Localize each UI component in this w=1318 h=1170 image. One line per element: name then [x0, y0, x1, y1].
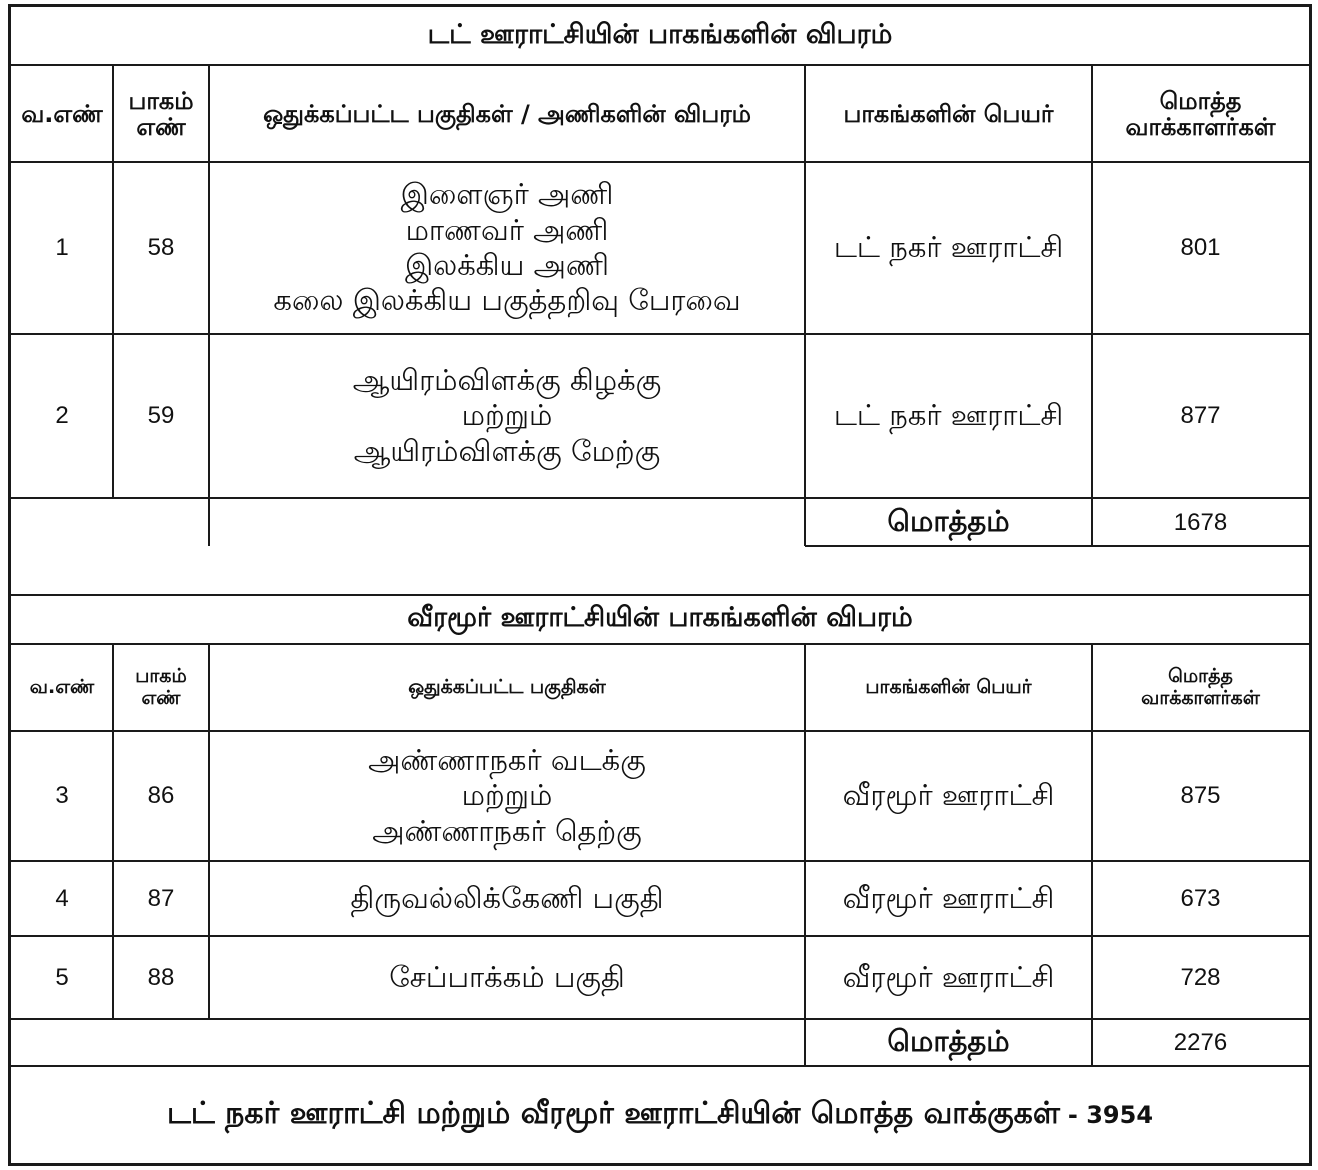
table-cell-areas	[209, 732, 805, 860]
area-line: இளைஞர் அணி	[400, 177, 614, 212]
divider	[112, 64, 114, 497]
table-cell-part-name: வீரமூர் ஊராட்சி	[842, 959, 1055, 994]
table-cell-sno: 5	[55, 963, 69, 991]
grand-total	[11, 1067, 1309, 1163]
table-cell-areas	[209, 163, 805, 333]
divider	[805, 545, 1309, 547]
table-cell-sno: 4	[55, 884, 69, 912]
table-cell-sno: 2	[55, 402, 69, 429]
s2-header-voters-line2: வாக்காளர்கள்	[1141, 686, 1260, 709]
table-cell-part-name: டட் நகர் ஊராட்சி	[833, 230, 1064, 265]
grand-total-label: டட் நகர் ஊராட்சி மற்றும் வீரமூர் ஊராட்சியின் மொத்த வாக்குகள்	[166, 1095, 1060, 1131]
table-cell-part-name: வீரமூர் ஊராட்சி	[842, 880, 1055, 915]
divider	[112, 643, 114, 1018]
area-line: மற்றும்	[461, 778, 553, 813]
table-cell-voters: 877	[1180, 402, 1221, 429]
table-cell-part-no: 59	[147, 402, 175, 429]
s2-header-part-name: பாகங்களின் பெயர்	[865, 675, 1032, 698]
table-cell-voters: 673	[1180, 884, 1221, 912]
s1-header-part-no-line2: எண்	[136, 113, 186, 141]
section1-title: டட் ஊராட்சியின் பாகங்களின் விபரம்	[427, 18, 893, 50]
area-line: ஆயிரம்விளக்கு கிழக்கு	[352, 362, 662, 397]
table-cell-voters: 875	[1180, 782, 1221, 809]
table-cell-part-name: டட் நகர் ஊராட்சி	[833, 398, 1064, 433]
area-line: மற்றும்	[461, 398, 553, 433]
s2-total-value: 2276	[1173, 1028, 1228, 1056]
s2-header-part-no-line2: எண்	[141, 686, 181, 709]
table-cell-part-no: 86	[147, 782, 175, 809]
s2-header-part-no	[113, 645, 209, 730]
s1-header-part-no	[113, 66, 209, 162]
divider	[804, 64, 806, 546]
area-line: ஆயிரம்விளக்கு மேற்கு	[353, 433, 661, 468]
area-line: இலக்கிய அணி	[404, 248, 610, 282]
table-cell-areas	[209, 862, 805, 935]
divider	[208, 64, 210, 546]
area-line: மாணவர் அணி	[405, 212, 609, 247]
s2-header-areas: ஒதுக்கப்பட்ட பகுதிகள்	[408, 675, 606, 698]
table-cell-part-no: 58	[147, 234, 175, 261]
area-line: அண்ணாநகர் தெற்கு	[372, 813, 642, 848]
table-cell-part-no: 87	[147, 884, 175, 912]
divider	[804, 643, 806, 1066]
area-line: கலை இலக்கிய பகுத்தறிவு பேரவை	[273, 283, 741, 318]
table-cell-sno: 1	[55, 234, 69, 261]
table-cell-voters: 728	[1180, 963, 1221, 991]
area-line: திருவல்லிக்கேணி பகுதி	[350, 880, 664, 915]
divider	[208, 643, 210, 1018]
s1-header-voters	[1092, 66, 1309, 162]
area-line: சேப்பாக்கம் பகுதி	[389, 959, 625, 994]
table-cell-areas	[209, 937, 805, 1018]
s1-total-value: 1678	[1173, 508, 1228, 536]
s1-total-label: மொத்தம்	[887, 503, 1010, 538]
s2-header-voters-line1: மொத்த	[1168, 664, 1233, 687]
table-cell-sno: 3	[55, 782, 69, 809]
area-line: அண்ணாநகர் வடக்கு	[368, 742, 646, 777]
s1-header-voters-line2: வாக்காளர்கள்	[1125, 113, 1276, 141]
divider	[1091, 64, 1093, 546]
s1-header-voters-line1: மொத்த	[1159, 86, 1242, 115]
section2-title: வீரமூர் ஊராட்சியின் பாகங்களின் விபரம்	[407, 602, 913, 633]
table-cell-part-no: 88	[147, 963, 175, 991]
s1-header-areas: ஒதுக்கப்பட்ட பகுதிகள் / அணிகளின் விபரம்	[263, 99, 751, 128]
s2-total-label: மொத்தம்	[887, 1023, 1010, 1058]
table-cell-voters: 801	[1180, 234, 1221, 261]
s1-header-part-no-line1: பாகம்	[128, 86, 194, 115]
s2-header-part-no-line1: பாகம்	[135, 664, 187, 687]
table-cell-part-name: வீரமூர் ஊராட்சி	[842, 778, 1055, 813]
s2-header-voters	[1092, 645, 1309, 730]
table-cell-areas	[209, 335, 805, 497]
s1-header-part-name: பாகங்களின் பெயர்	[843, 99, 1054, 128]
s1-header-sno: வ.எண்	[21, 99, 103, 128]
s2-header-sno: வ.எண்	[29, 675, 95, 698]
divider	[1091, 643, 1093, 1066]
grand-total-value: - 3954	[1067, 1101, 1154, 1129]
